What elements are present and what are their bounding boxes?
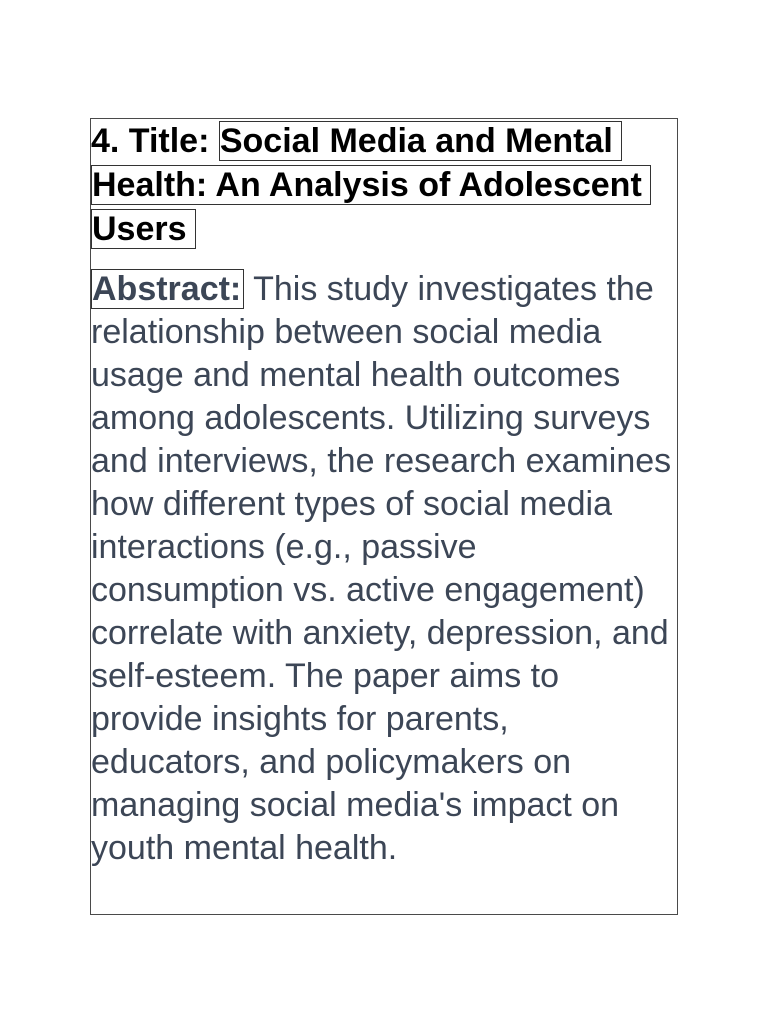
title-prefix: 4. Title: <box>91 122 210 160</box>
paper-title-line <box>91 119 671 251</box>
abstract-label: Abstract: <box>91 269 244 309</box>
paper-entry-card <box>90 118 678 915</box>
paper-title: Social Media and Mental Health: An Analysis of Adolescent Users <box>91 121 651 249</box>
abstract-text: This study investigates the relationship between social media usage and mental health outcomes among adolescents. Utilizing surveys and interviews, the research examines how different types of social media interactions (e.g., passive consumption vs. active engagement) correlate with anxiety, depression, and self-esteem. The paper aims to provide insights for parents, educators, and policymakers on managing social media's impact on youth mental health. <box>91 270 672 867</box>
paper-abstract <box>91 268 675 870</box>
